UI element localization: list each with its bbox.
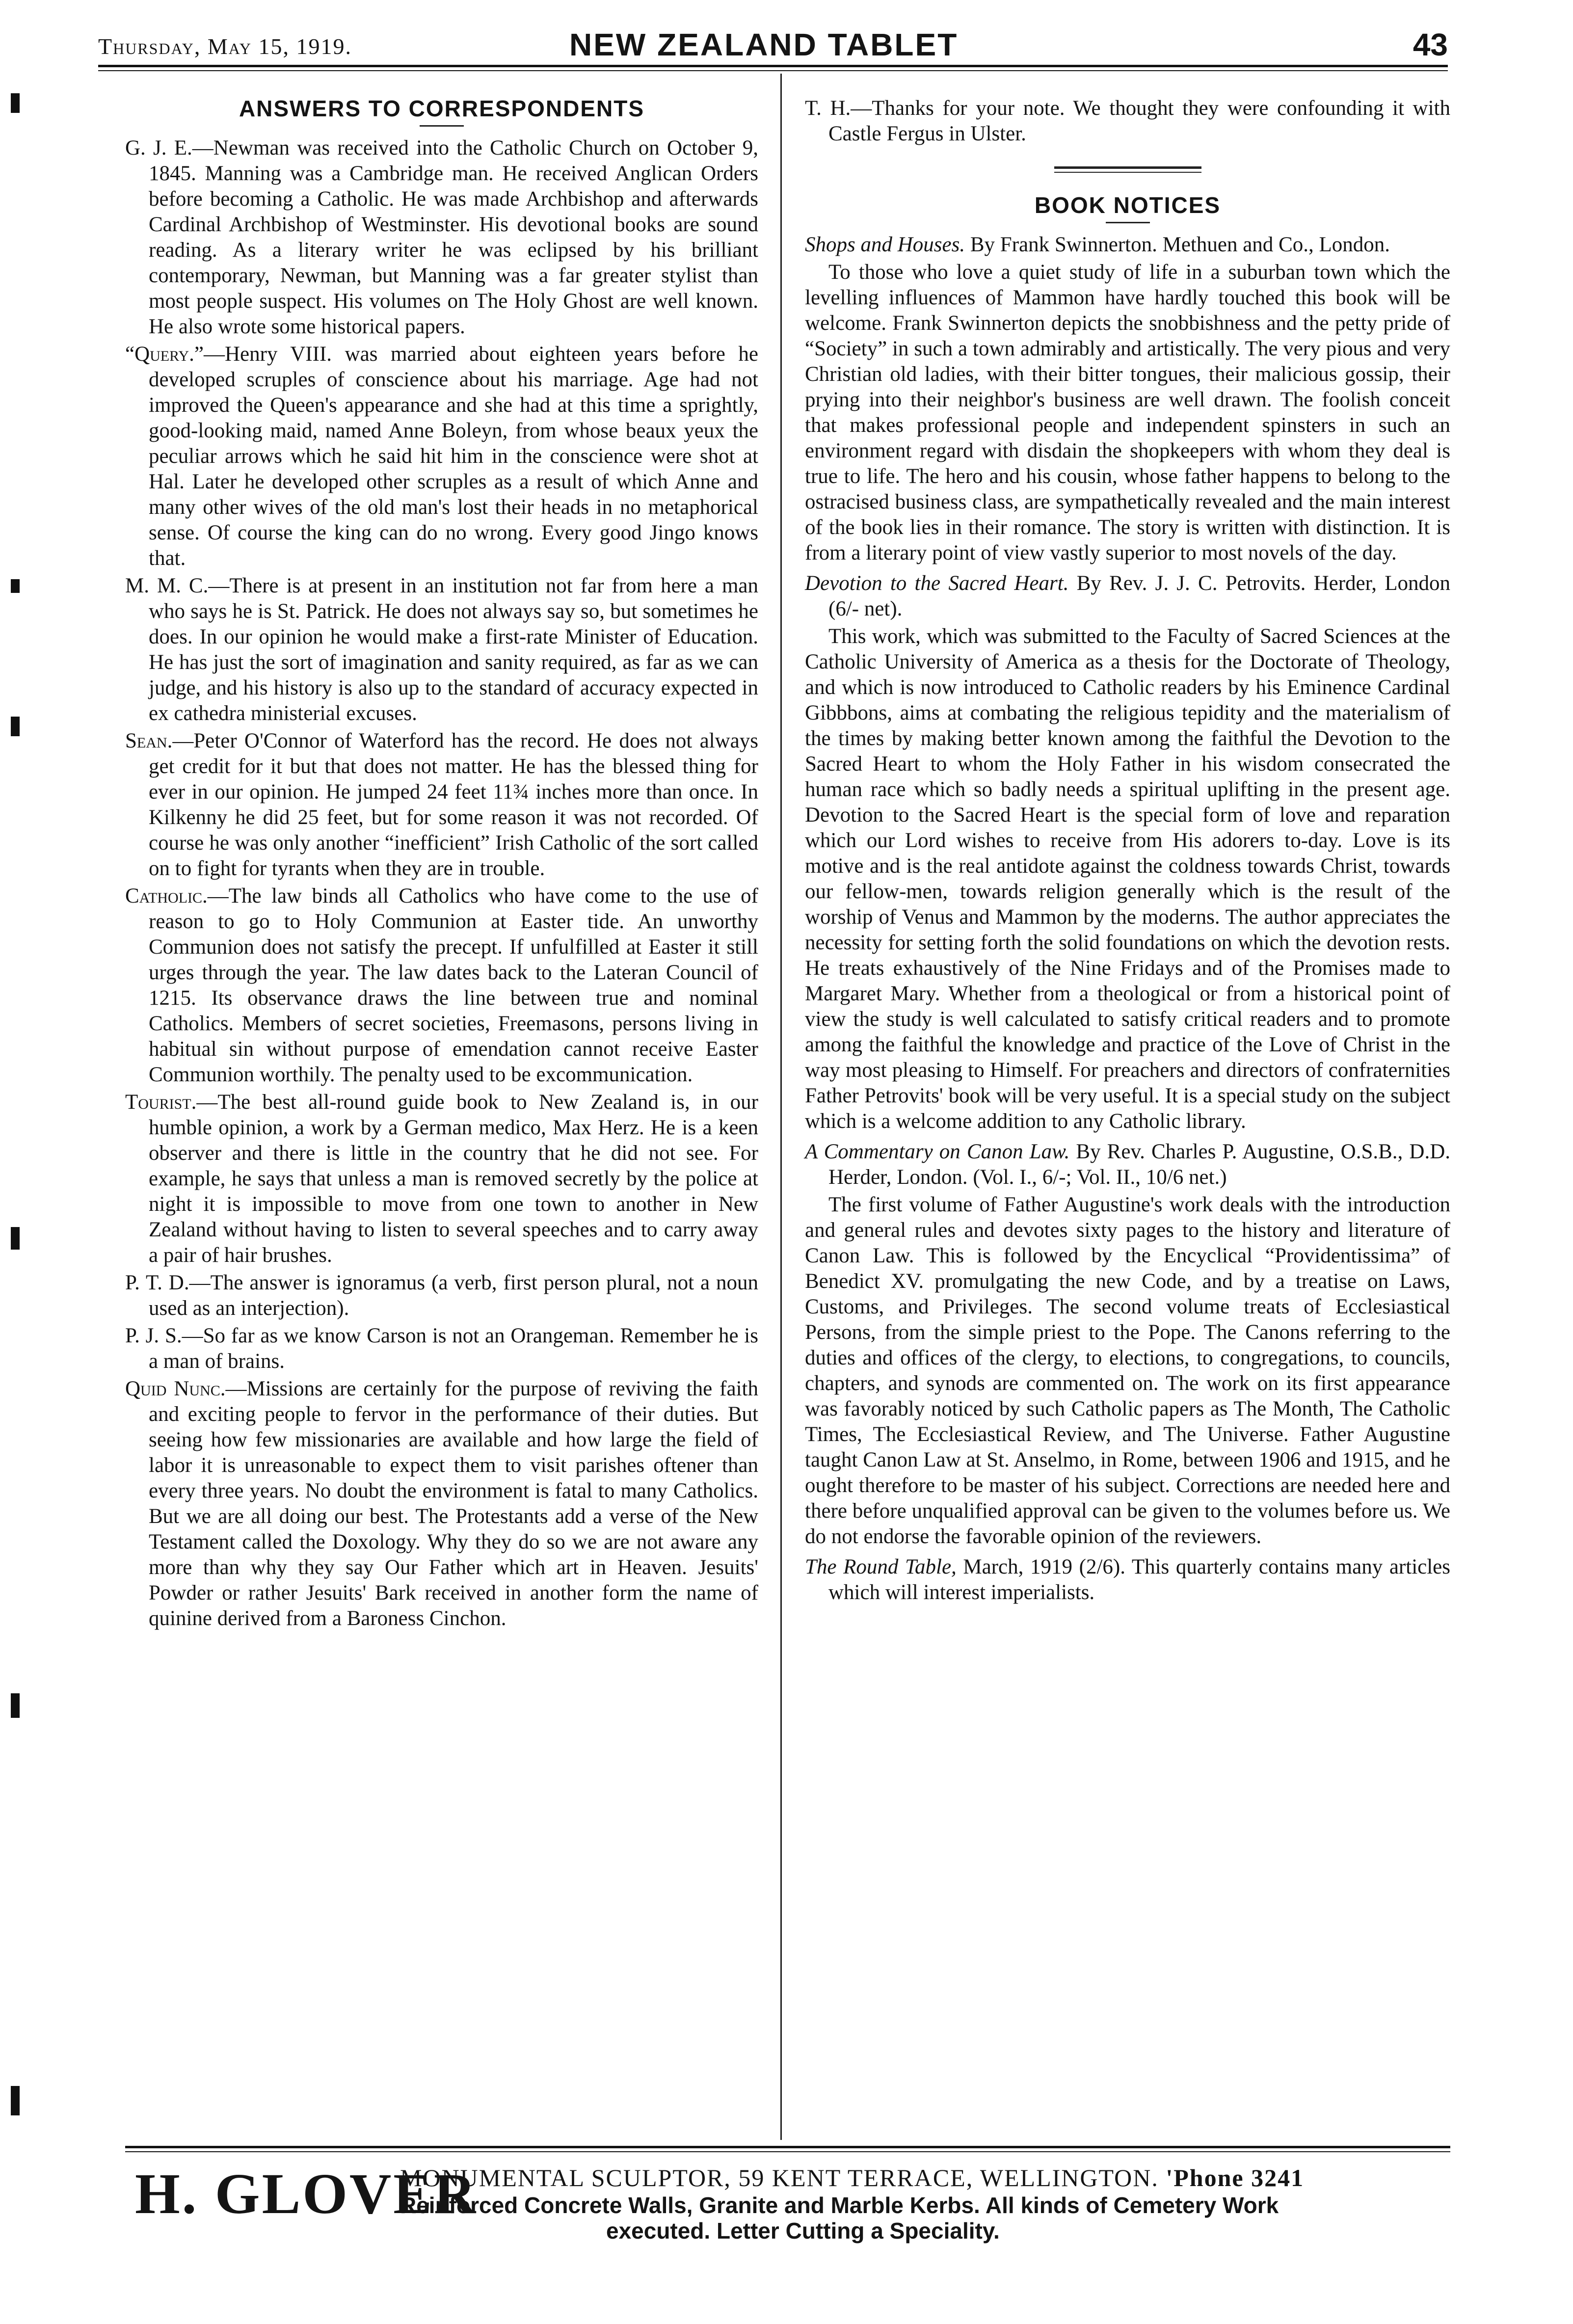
answer-text: —Peter O'Connor of Waterford has the record. He does not always get credit for it but that does not matter. He has the blessed thing for ever in our opinion. He jumped 24 feet 11¾ inches more than once. In Kilkenny he did 25 feet, but for some reason it was not recorded. Of course he was only another “inefficient” Irish Catholic of the sort called on to fight for tyrants when they are in trouble. bbox=[149, 729, 758, 880]
answer-entry bbox=[125, 883, 758, 1088]
running-header bbox=[98, 27, 1448, 65]
margin-mark bbox=[11, 2086, 20, 2115]
answer-entry bbox=[125, 1090, 758, 1268]
answer-text: —There is at present in an institution not far from here a man who says he is St. Patrick. He does not always say so, but sometimes he does. In our opinion he would make a first-rate Minister of Education. He has just the sort of imagination and sanity required, as far as we can judge, and his history is also up to the standard of accuracy expected in ex cathedra ministerial excuses. bbox=[149, 574, 759, 725]
margin-mark bbox=[11, 579, 20, 593]
issue-date: Thursday, May 15, 1919. bbox=[98, 34, 352, 59]
answer-text: —So far as we know Carson is not an Orangeman. Remember he is a man of brains. bbox=[149, 1324, 758, 1373]
answer-entry bbox=[125, 573, 758, 726]
left-column bbox=[125, 96, 758, 1633]
answer-text: —Newman was received into the Catholic Church on October 9, 1845. Manning was a Cambridge man. He received Anglican Orders before becoming a Catholic. He was made Archbishop and afterwards Cardinal Archbishop of Westminster. His devotional books are sound reading. As a literary writer he was eclipsed by his brilliant contemporary, Newman, but Manning was a far greater stylist than most people suspect. His volumes on The Holy Ghost are well known. He also wrote some historical papers. bbox=[149, 136, 758, 338]
page-number: 43 bbox=[1413, 27, 1448, 62]
answer-entry bbox=[125, 342, 758, 571]
answer-label: Catholic. bbox=[125, 884, 208, 908]
review-heading bbox=[805, 1554, 1450, 1605]
answer-text: —Missions are certainly for the purpose of reviving the faith and exciting people to fervor in the performance of their duties. But seeing how few missionaries are available and how large the field of labor it is unreasonable to expect them to visit parishes oftener than every three years. No doubt the environment is fatal to many Catholics. But we are all doing our best. The Protestants add a verse of the New Testament called the Doxology. Why they do so we are not aware any more than why they say Our Father which art in Heaven. Jesuits' Powder or rather Jesuits' Bark received in another form the name of quinine derived from a Baroness Cinchon. bbox=[149, 1377, 758, 1630]
margin-mark bbox=[11, 1227, 20, 1250]
book-title: Devotion to the Sacred Heart. bbox=[805, 572, 1069, 595]
answer-entry bbox=[125, 1270, 758, 1321]
book-details: By Rev. J. J. C. Petrovits. Herder, London (6/- net). bbox=[828, 572, 1450, 620]
book-title: The Round Table, bbox=[805, 1555, 957, 1578]
ad-phone: 'Phone 3241 bbox=[1166, 2164, 1305, 2191]
answer-entry bbox=[125, 1376, 758, 1631]
answer-label: “Query.” bbox=[125, 343, 204, 366]
header-rule-thin bbox=[98, 70, 1448, 71]
margin-mark bbox=[11, 717, 20, 736]
answer-label: G. J. E. bbox=[125, 136, 192, 160]
margin-mark bbox=[11, 93, 20, 113]
answer-text: —Henry VIII. was married about eighteen years before he developed scruples of conscience about his marriage. Age had not improved the Queen's appearance and she had at this time a sprightly, good-looking maid, named Anne Boleyn, from whose beaux yeux the peculiar arrows which he said hit him in the conscience were shot at Hal. Later he developed other scruples as a result of which Anne and many other wives of the old man's lost their heads in no metaphorical sense. Of course the king can do no wrong. Every good Jingo knows that. bbox=[149, 343, 758, 570]
book-notices-title: BOOK NOTICES bbox=[1034, 192, 1221, 218]
review-paragraph: The first volume of Father Augustine's work deals with the introduction and general rules and devotes sixty pages to the history and literature of Canon Law. This is followed by the Encyclical “Providentissima” of Benedict XV. promulgating the new Code, and by a treatise on Laws, Customs, and Privileges. The second volume treats of Ecclesiastical Persons, from the simple priest to the Pope. The Canons referring to the duties and offices of the clergy, to elections, to congregations, to councils, chapters, and synods are commented on. The work on its first appearance was favorably noticed by such Catholic papers as The Month, The Catholic Times, The Ecclesiastical Review, and The Universe. Father Augustine taught Canon Law at St. Anselmo, in Rome, between 1906 and 1915, and he ought therefore to be master of his subject. Corrections are needed here and there before unqualified approval can be given to the volumes before us. We do not endorse the favorable opinion of the reviewers. bbox=[805, 1193, 1450, 1548]
book-details: By Rev. Charles P. Augustine, O.S.B., D.D. Herder, London. (Vol. I., 6/-; Vol. II., 10/6 net.) bbox=[828, 1140, 1450, 1189]
answer-label: P. J. S. bbox=[125, 1324, 182, 1347]
review-paragraph: This work, which was submitted to the Faculty of Sacred Sciences at the Catholic University of America as a thesis for the Doctorate of Theology, and which is now introduced to Catholic readers by his Eminence Cardinal Gibbbons, aims at combating the religious tepidity and the materialism of the times by making better known among the faithful the Devotion to the Sacred Heart to whom the Holy Father in his wisdom consecrated the human race which so badly needs a spiritual uplifting in the present age. Devotion to the Sacred Heart is the special form of love and reparation which our Lord wishes to receive from His adorers to-day. Love is its motive and is the real antidote against the coldness towards Christ, towards our fellow-men, towards religion generally which is the result of the worship of Venus and Mammon by the moderns. The author appreciates the necessity for setting forth the solid foundations on which the devotion rests. He treats exhaustively of the Nine Fridays and of the Promises made to Margaret Mary. Whether from a theological or from a historical point of view the study is well calculated to satisfy critical readers and to promote among the faithful the knowledge and practice of the Love of Christ in the way most pleasing to Himself. For preachers and directors of confraternities Father Petrovits' book will be very useful. It is a special study on the subject which is a welcome addition to any Catholic library. bbox=[805, 625, 1450, 1133]
right-column bbox=[805, 96, 1450, 1607]
book-title: Shops and Houses. bbox=[805, 233, 965, 256]
title-rule bbox=[420, 125, 464, 127]
review-heading bbox=[805, 232, 1450, 258]
book-title: A Commentary on Canon Law. bbox=[805, 1140, 1070, 1163]
ad-line-3: executed. Letter Cutting a Speciality. bbox=[606, 2218, 1000, 2244]
answer-text: —The best all-round guide book to New Zealand is, in our humble opinion, a work by a German medico, Max Herz. He is a keen observer and there is little in the country that he did not see. For example, he says that unless a man is removed secretly by the police at night it is impossible to move from one town to another in New Zealand without having to listen to several speeches and to carry away a pair of hair brushes. bbox=[149, 1091, 758, 1267]
answer-text: —The law binds all Catholics who have come to the use of reason to go to Holy Communion at Easter tide. An unworthy Communion does not satisfy the precept. If unfulfilled at Easter it still urges through the year. The law dates back to the Lateran Council of 1215. Its observance draws the line between true and nominal Catholics. Members of secret societies, Freemasons, persons living in habitual sin without purpose of emendation cannot receive Easter Communion worthily. The penalty used to be excommunication. bbox=[149, 884, 758, 1086]
margin-mark bbox=[11, 1693, 20, 1718]
answers-title: ANSWERS TO CORRESPONDENTS bbox=[239, 96, 645, 121]
column-divider bbox=[780, 74, 782, 2140]
answer-entry bbox=[125, 135, 758, 340]
review-heading bbox=[805, 571, 1450, 622]
answers-list bbox=[125, 135, 758, 1631]
answer-label: M. M. C. bbox=[125, 574, 209, 597]
answer-label: Sean. bbox=[125, 729, 173, 752]
answer-label: T. H. bbox=[805, 97, 851, 120]
review-heading bbox=[805, 1139, 1450, 1190]
footer-rule bbox=[125, 2146, 1450, 2148]
review-paragraph: To those who love a quiet study of life in a suburban town which the levelling influences of Mammon have hardly touched this book will be welcome. Frank Swinnerton depicts the snobbishness and the petty pride of “Society” in such a town admirably and artistically. The very pious and very Christian old ladies, with their bitter tongues, their malicious gossip, their prying into their neighbor's business are well drawn. The foolish conceit that makes professional people and independent spinsters in such an environment regard with disdain the shopkeepers with whom they deal is true to life. The hero and his cousin, whose father happens to belong to the ostracised business class, are sympathetically revealed and the main interest of the book lies in their romance. The story is written with distinction. It is from a literary point of view vastly superior to most novels of the day. bbox=[805, 261, 1450, 564]
masthead: NEW ZEALAND TABLET bbox=[569, 27, 959, 62]
advertisement bbox=[125, 2160, 1450, 2244]
answer-entry bbox=[125, 728, 758, 882]
ad-line-1 bbox=[400, 2164, 1304, 2192]
advertiser-name: H. GLOVER bbox=[135, 2162, 478, 2226]
answer-entry-th bbox=[805, 96, 1450, 147]
header-rule bbox=[98, 65, 1448, 67]
book-details: March, 1919 (2/6). This quarterly contains many articles which will interest imperialists. bbox=[828, 1555, 1450, 1604]
reviews-list bbox=[805, 232, 1450, 1605]
answer-label: P. T. D. bbox=[125, 1271, 189, 1294]
section-separator bbox=[1054, 166, 1201, 173]
answer-text: —The answer is ignoramus (a verb, first person plural, not a noun used as an interjection). bbox=[149, 1271, 758, 1320]
footer-rule-thin bbox=[125, 2151, 1450, 2152]
answer-entry bbox=[125, 1323, 758, 1374]
answer-label: Tourist. bbox=[125, 1091, 197, 1114]
title-rule bbox=[1106, 222, 1150, 223]
ad-line-2: Reinforced Concrete Walls, Granite and Marble Kerbs. All kinds of Cemetery Work bbox=[400, 2192, 1279, 2218]
book-details: By Frank Swinnerton. Methuen and Co., London. bbox=[965, 233, 1390, 256]
ad-address: MONUMENTAL SCULPTOR, 59 KENT TERRACE, WELLINGTON. bbox=[400, 2164, 1159, 2191]
answer-label: Quid Nunc. bbox=[125, 1377, 226, 1400]
answer-text: —Thanks for your note. We thought they were confounding it with Castle Fergus in Ulster. bbox=[828, 97, 1450, 145]
